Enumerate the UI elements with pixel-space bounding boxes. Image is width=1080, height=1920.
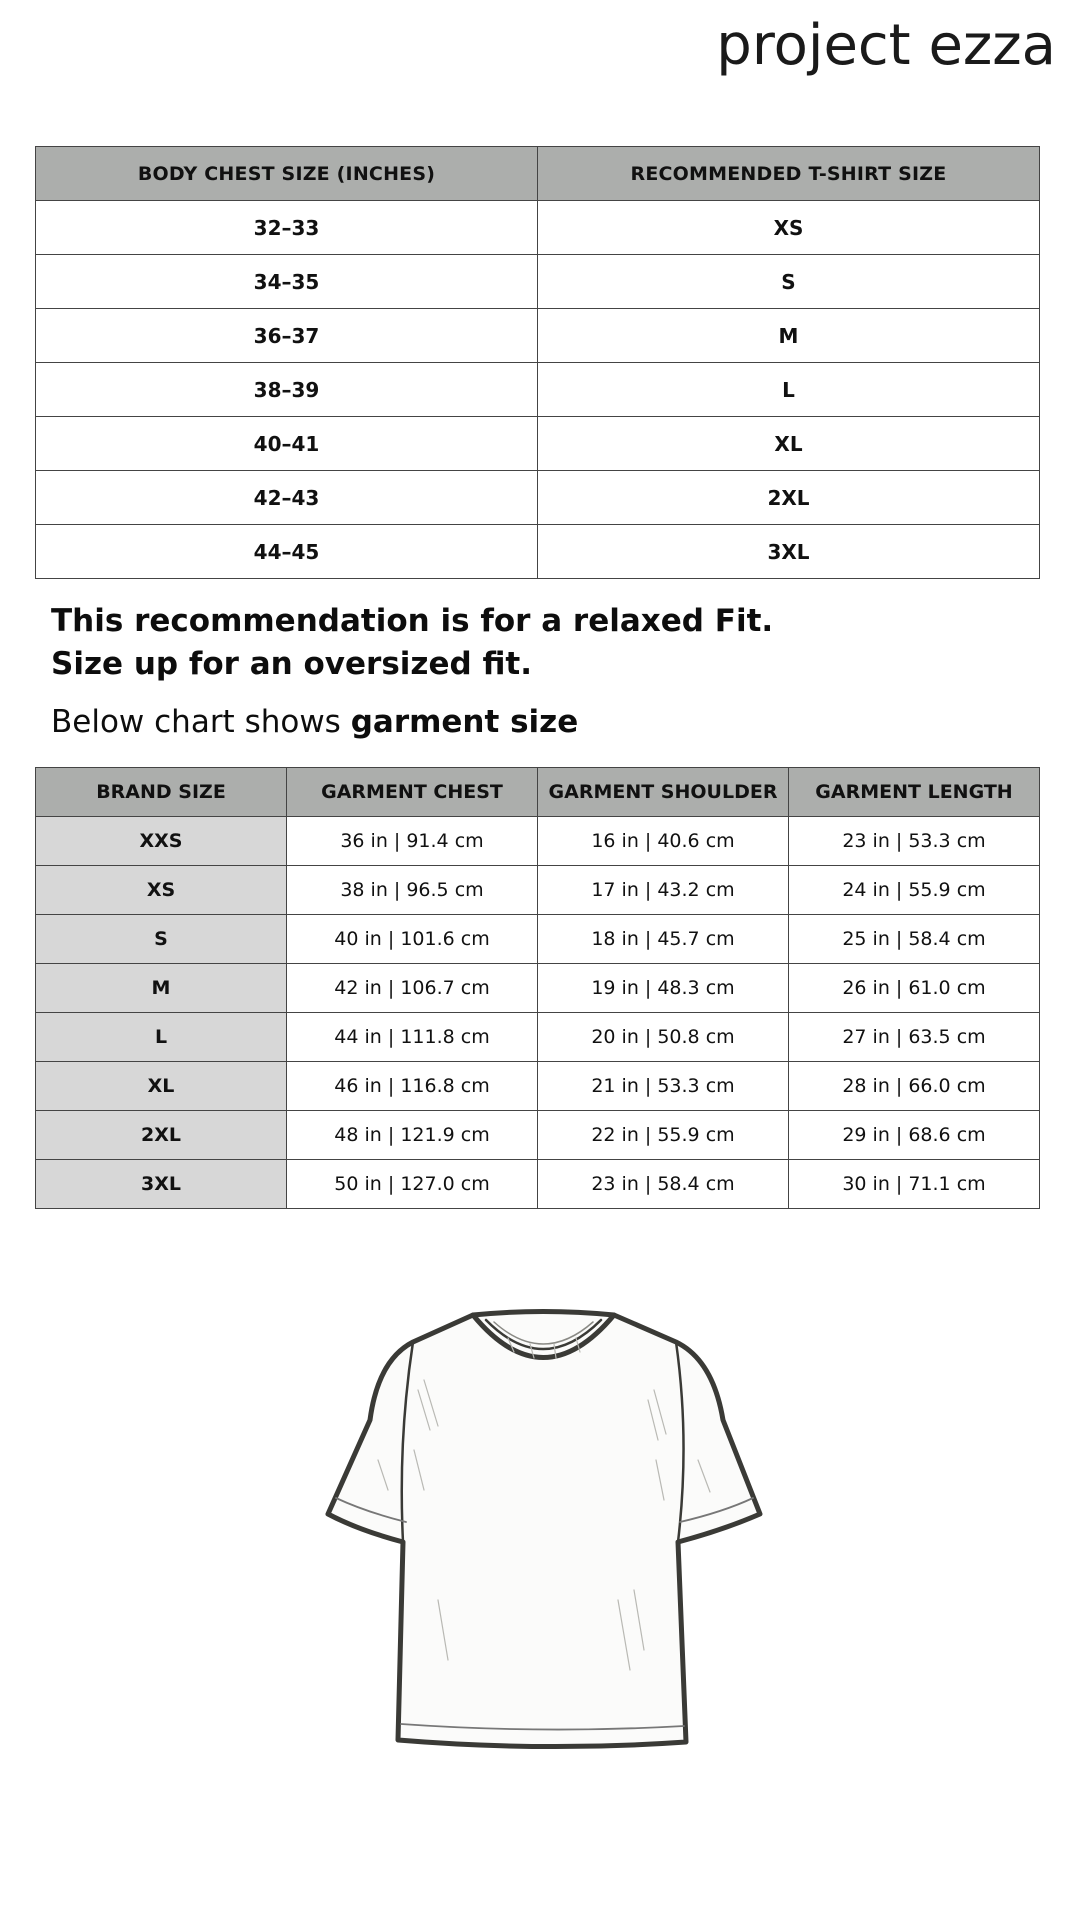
table-header-row: [36, 147, 1040, 201]
chest-cell: 48 in | 121.9 cm: [287, 1111, 538, 1160]
column-header: GARMENT CHEST: [287, 768, 538, 817]
tshirt-size-cell: XL: [538, 417, 1040, 471]
table-row: [36, 309, 1040, 363]
recommendation-table: [35, 146, 1040, 579]
table-row: [36, 964, 1040, 1013]
table-row: [36, 1111, 1040, 1160]
fit-note-relaxed: This recommendation is for a relaxed Fit.: [51, 603, 774, 639]
tshirt-sketch-icon: [318, 1300, 768, 1760]
table-row: [36, 525, 1040, 579]
length-cell: 29 in | 68.6 cm: [789, 1111, 1040, 1160]
table-row: [36, 255, 1040, 309]
tshirt-size-cell: M: [538, 309, 1040, 363]
chest-range-cell: 40–41: [36, 417, 538, 471]
table-header-row: [36, 768, 1040, 817]
length-cell: 24 in | 55.9 cm: [789, 866, 1040, 915]
brand-logo: project ezza: [716, 13, 1056, 78]
length-cell: 28 in | 66.0 cm: [789, 1062, 1040, 1111]
brand-size-cell: 2XL: [36, 1111, 287, 1160]
column-header: RECOMMENDED T-SHIRT SIZE: [538, 147, 1040, 201]
chest-cell: 36 in | 91.4 cm: [287, 817, 538, 866]
table-row: [36, 1160, 1040, 1209]
brand-size-cell: 3XL: [36, 1160, 287, 1209]
length-cell: 26 in | 61.0 cm: [789, 964, 1040, 1013]
chest-range-cell: 36–37: [36, 309, 538, 363]
column-header: GARMENT SHOULDER: [538, 768, 789, 817]
garment-size-table: [35, 767, 1040, 1209]
table-row: [36, 417, 1040, 471]
tshirt-size-cell: 3XL: [538, 525, 1040, 579]
tshirt-size-cell: XS: [538, 201, 1040, 255]
table-row: [36, 471, 1040, 525]
shoulder-cell: 18 in | 45.7 cm: [538, 915, 789, 964]
brand-size-cell: XXS: [36, 817, 287, 866]
tshirt-size-cell: 2XL: [538, 471, 1040, 525]
tshirt-size-cell: S: [538, 255, 1040, 309]
caption-emphasis: garment size: [350, 704, 579, 740]
table-row: [36, 817, 1040, 866]
table-row: [36, 1062, 1040, 1111]
column-header: BODY CHEST SIZE (INCHES): [36, 147, 538, 201]
table-row: [36, 201, 1040, 255]
chest-range-cell: 44–45: [36, 525, 538, 579]
brand-size-cell: S: [36, 915, 287, 964]
chest-cell: 50 in | 127.0 cm: [287, 1160, 538, 1209]
length-cell: 25 in | 58.4 cm: [789, 915, 1040, 964]
table-row: [36, 915, 1040, 964]
brand-size-cell: M: [36, 964, 287, 1013]
column-header: BRAND SIZE: [36, 768, 287, 817]
caption-prefix: Below chart shows: [51, 704, 351, 740]
shoulder-cell: 23 in | 58.4 cm: [538, 1160, 789, 1209]
chest-cell: 42 in | 106.7 cm: [287, 964, 538, 1013]
table-row: [36, 866, 1040, 915]
shoulder-cell: 21 in | 53.3 cm: [538, 1062, 789, 1111]
garment-chart-caption: [51, 704, 578, 740]
length-cell: 23 in | 53.3 cm: [789, 817, 1040, 866]
table-row: [36, 1013, 1040, 1062]
length-cell: 30 in | 71.1 cm: [789, 1160, 1040, 1209]
chest-range-cell: 38–39: [36, 363, 538, 417]
shoulder-cell: 19 in | 48.3 cm: [538, 964, 789, 1013]
fit-notes: [51, 600, 773, 686]
shoulder-cell: 20 in | 50.8 cm: [538, 1013, 789, 1062]
shoulder-cell: 16 in | 40.6 cm: [538, 817, 789, 866]
brand-size-cell: XL: [36, 1062, 287, 1111]
shoulder-cell: 17 in | 43.2 cm: [538, 866, 789, 915]
chest-cell: 46 in | 116.8 cm: [287, 1062, 538, 1111]
chest-cell: 44 in | 111.8 cm: [287, 1013, 538, 1062]
chest-cell: 40 in | 101.6 cm: [287, 915, 538, 964]
brand-size-cell: XS: [36, 866, 287, 915]
shoulder-cell: 22 in | 55.9 cm: [538, 1111, 789, 1160]
length-cell: 27 in | 63.5 cm: [789, 1013, 1040, 1062]
chest-range-cell: 34–35: [36, 255, 538, 309]
chest-range-cell: 42–43: [36, 471, 538, 525]
chest-cell: 38 in | 96.5 cm: [287, 866, 538, 915]
table-row: [36, 363, 1040, 417]
column-header: GARMENT LENGTH: [789, 768, 1040, 817]
chest-range-cell: 32–33: [36, 201, 538, 255]
brand-size-cell: L: [36, 1013, 287, 1062]
tshirt-size-cell: L: [538, 363, 1040, 417]
fit-note-oversized: Size up for an oversized fit.: [51, 646, 533, 682]
